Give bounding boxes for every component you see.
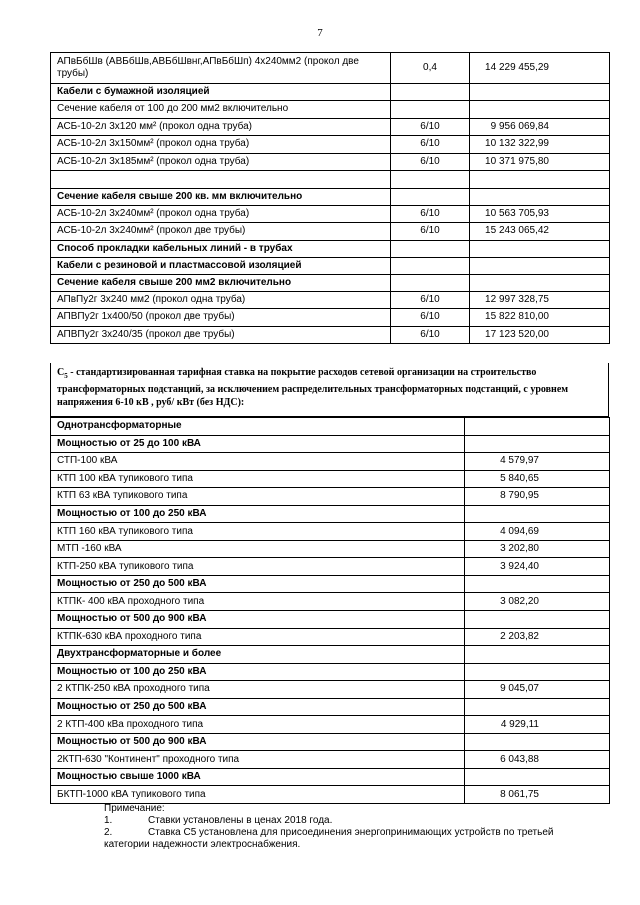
section-header: Мощностью от 25 до 100 кВА [51,435,465,453]
empty-cell [391,240,470,257]
empty-cell [391,274,470,291]
voltage: 6/10 [391,291,470,309]
rate-value [465,698,610,716]
rate-value [465,435,610,453]
note-text: Ставка С5 установлена для присоединения энергопринимающих устройств по третьей [148,827,554,838]
table-row [51,523,610,541]
notes-title: Примечание: [104,803,165,814]
rate-value [465,646,610,664]
empty-cell [391,188,470,205]
cable-name [51,171,391,189]
notes-block [104,803,610,851]
section-header: Двухтрансформаторные и более [51,646,465,664]
voltage [391,171,470,189]
voltage: 6/10 [391,153,470,171]
section-header-row [51,698,610,716]
table-row [51,786,610,804]
empty-cell [391,257,470,274]
table-row [51,171,610,189]
voltage: 6/10 [391,326,470,344]
section-header-row [51,646,610,664]
rate-value: 17 123 520,00 [470,326,610,344]
empty-cell [391,84,470,101]
voltage: 6/10 [391,136,470,154]
rate-value [465,418,610,436]
rate-value [470,101,610,119]
rate-value: 15 243 065,42 [470,223,610,241]
empty-cell [470,274,610,291]
rate-value: 10 371 975,80 [470,153,610,171]
table-row [51,101,610,119]
voltage: 0,4 [391,53,470,84]
cable-name: АСБ-10-2л 3х240мм² (прокол одна труба) [51,205,391,223]
rate-value: 8 061,75 [465,786,610,804]
voltage: 6/10 [391,309,470,327]
table-row [51,470,610,488]
note-text-continued: категории надежности электроснабжения. [104,839,301,850]
empty-cell [470,257,610,274]
rate-value [465,611,610,629]
table-row [51,751,610,769]
section-header: Кабели с резиновой и пластмассовой изоляцией [51,257,391,274]
substation-name: КТП 160 кВА тупикового типа [51,523,465,541]
section-header-row [51,274,610,291]
section-header: Кабели с бумажной изоляцией [51,84,391,101]
table-row [51,681,610,699]
section-header-row [51,435,610,453]
cable-name: АСБ-10-2л 3х240мм² (прокол две трубы) [51,223,391,241]
rate-value [465,663,610,681]
section-header: Сечение кабеля свыше 200 мм2 включительно [51,274,391,291]
table-row [51,593,610,611]
section-header: Сечение кабеля свыше 200 кв. мм включительно [51,188,391,205]
rate-value: 8 790,95 [465,488,610,506]
rate-value: 9 045,07 [465,681,610,699]
substation-name: КТП 100 кВА тупикового типа [51,470,465,488]
rate-value: 15 822 810,00 [470,309,610,327]
table-row [51,488,610,506]
rate-value [465,505,610,523]
cable-name: АПВПу2г 3х240/35 (прокол две трубы) [51,326,391,344]
substation-name: КТПК-630 кВА проходного типа [51,628,465,646]
empty-cell [470,84,610,101]
table-row [51,453,610,471]
section-header-row [51,257,610,274]
voltage: 6/10 [391,205,470,223]
rate-value: 3 082,20 [465,593,610,611]
section-header: Мощностью от 500 до 900 кВА [51,733,465,751]
section-header: Мощностью от 100 до 250 кВА [51,663,465,681]
rate-description-text: - стандартизированная тарифная ставка на покрытие расходов сетевой организации на строительство трансформаторных подстанций, за исключением распределительных трансформаторных подстанций, с уровнем напряжения 6-10 кВ , руб/ кВт (без НДС): [57,367,569,408]
substation-name: СТП-100 кВА [51,453,465,471]
cable-name: АСБ-10-2л 3х150мм² (прокол одна труба) [51,136,391,154]
section-header-row [51,768,610,786]
rate-value [465,733,610,751]
cable-name: АСБ-10-2л 3х120 мм² (прокол одна труба) [51,118,391,136]
table-row [51,53,610,84]
section-header: Однотрансформаторные [51,418,465,436]
rate-value [465,768,610,786]
cable-name: АПВПу2г 1х400/50 (прокол две трубы) [51,309,391,327]
rate-subscript: 5 [64,372,68,380]
note-text: Ставки установлены в ценах 2018 года. [148,815,333,826]
substation-name: 2КТП-630 "Континент" проходного типа [51,751,465,769]
empty-cell [470,188,610,205]
rate-value [465,575,610,593]
voltage: 6/10 [391,223,470,241]
section-header-row [51,663,610,681]
table-row [51,716,610,734]
rate-value: 4 929,11 [465,716,610,734]
table-row [51,558,610,576]
note-item [104,815,610,827]
page-number: 7 [317,27,323,39]
voltage: 6/10 [391,118,470,136]
section-header: Мощностью от 500 до 900 кВА [51,611,465,629]
substation-rates-table [50,417,610,804]
section-header: Мощностью свыше 1000 кВА [51,768,465,786]
section-header-row [51,611,610,629]
table-row [51,291,610,309]
section-header: Способ прокладки кабельных линий - в трубах [51,240,391,257]
table-row [51,540,610,558]
rate-c5-description [50,363,609,417]
table-row [51,136,610,154]
cable-name: Сечение кабеля от 100 до 200 мм2 включительно [51,101,391,119]
cable-name: АПвПу2г 3х240 мм2 (прокол одна труба) [51,291,391,309]
substation-name: КТП-250 кВА тупикового типа [51,558,465,576]
note-number: 1. [104,815,113,826]
rate-value: 4 579,97 [465,453,610,471]
rate-value: 5 840,65 [465,470,610,488]
section-header: Мощностью от 250 до 500 кВА [51,698,465,716]
rate-value: 10 563 705,93 [470,205,610,223]
rate-value: 4 094,69 [465,523,610,541]
cable-rates-table [50,52,610,344]
table-row [51,118,610,136]
section-header-row [51,84,610,101]
voltage [391,101,470,119]
table-row [51,153,610,171]
rate-value [470,171,610,189]
rate-value: 14 229 455,29 [470,53,610,84]
section-header: Мощностью от 250 до 500 кВА [51,575,465,593]
note-number: 2. [104,827,113,838]
rate-letter: С [57,367,65,378]
rate-value: 2 203,82 [465,628,610,646]
note-item [104,827,610,839]
empty-cell [470,240,610,257]
rate-value: 9 956 069,84 [470,118,610,136]
section-header-row [51,505,610,523]
rate-value: 6 043,88 [465,751,610,769]
rate-value: 10 132 322,99 [470,136,610,154]
table-row [51,205,610,223]
substation-name: 2 КТПК-250 кВА проходного типа [51,681,465,699]
substation-name: БКТП-1000 кВА тупикового типа [51,786,465,804]
table-row [51,223,610,241]
rate-value: 12 997 328,75 [470,291,610,309]
table-row [51,326,610,344]
rate-value: 3 924,40 [465,558,610,576]
section-header-row [51,733,610,751]
section-header-row [51,240,610,257]
substation-name: МТП -160 кВА [51,540,465,558]
section-header-row [51,575,610,593]
section-header-row [51,418,610,436]
table-row [51,309,610,327]
section-header: Мощностью от 100 до 250 кВА [51,505,465,523]
section-header-row [51,188,610,205]
table-row [51,628,610,646]
cable-name: АПвБбШв (АВБбШв,АВБбШвнг,АПвБбШп) 4х240мм2 (прокол две трубы) [51,53,391,84]
rate-value: 3 202,80 [465,540,610,558]
cable-name: АСБ-10-2л 3х185мм² (прокол одна труба) [51,153,391,171]
substation-name: 2 КТП-400 кВа проходного типа [51,716,465,734]
substation-name: КТПК- 400 кВА проходного типа [51,593,465,611]
substation-name: КТП 63 кВА тупикового типа [51,488,465,506]
